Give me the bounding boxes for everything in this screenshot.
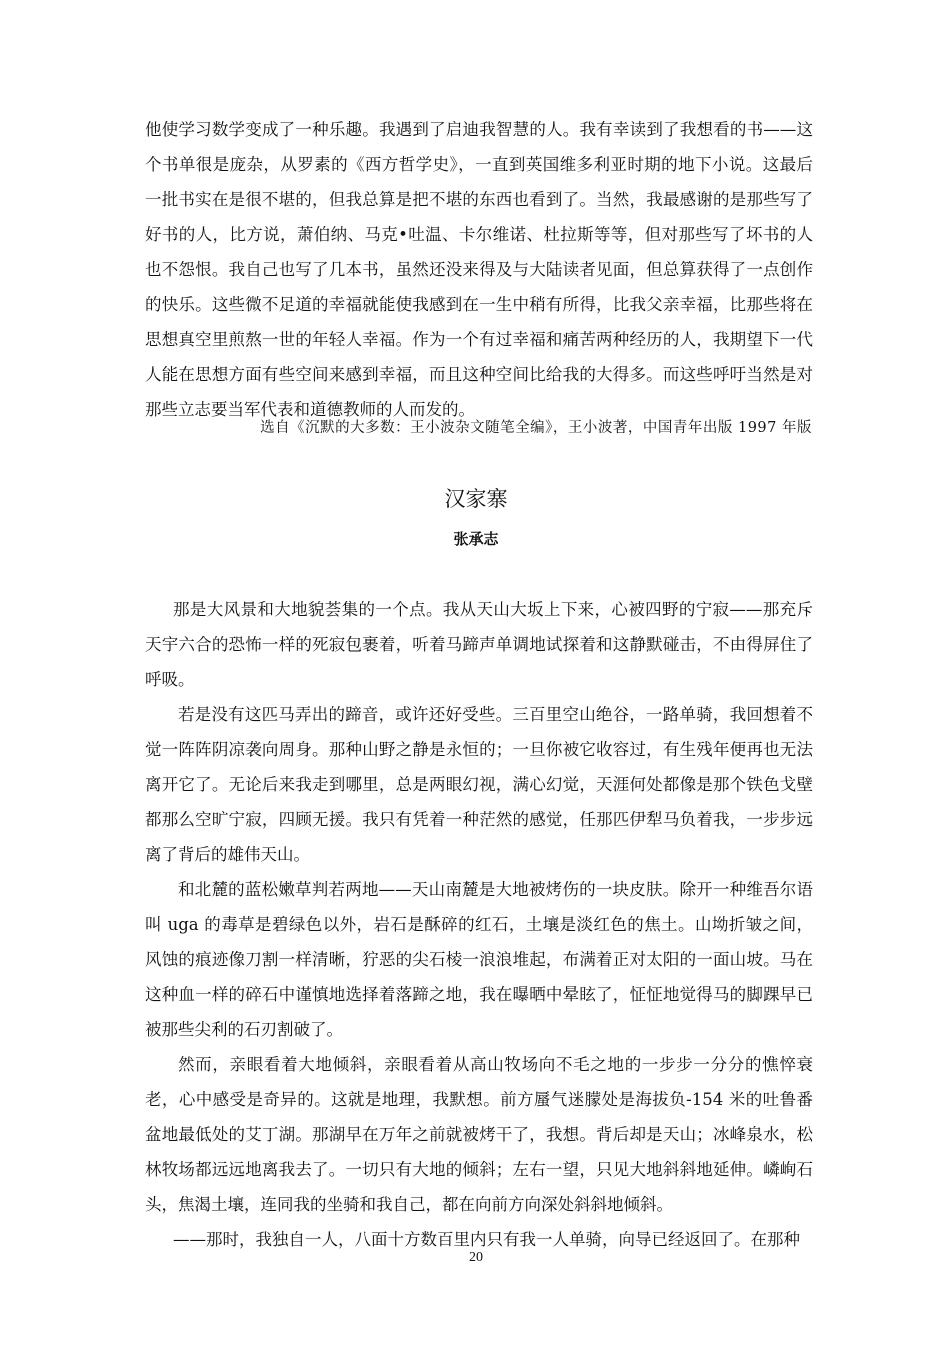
previous-essay-ending bbox=[145, 112, 813, 427]
paragraph: 然而，亲眼看着大地倾斜，亲眼看着从高山牧场向不毛之地的一步步一分分的憔悴衰老，心中感受是奇异的。这就是地理，我默想。前方蜃气迷朦处是海拔负-154 米的吐鲁番盆地最低处的艾丁湖。那湖早在万年之前就被烤干了，我想。背后却是天山；冰峰泉水，松林牧场都远远地离我去了。一切只有大地的倾斜；左右一望，只见大地斜斜地延伸。嶙峋石头，焦渴土壤，连同我的坐骑和我自己，都在向前方向深处斜斜地倾斜。 bbox=[145, 1055, 813, 1214]
essay-title: 汉家寨 bbox=[444, 487, 508, 511]
paragraph: 那是大风景和大地貌荟集的一个点。我从天山大坂上下来，心被四野的宁寂——那充斥天宇六合的恐怖一样的死寂包裹着，听着马蹄声单调地试探着和这静默碰击，不由得屏住了呼吸。 bbox=[145, 600, 813, 689]
page-number: 20 bbox=[469, 1250, 483, 1265]
essay-author: 张承志 bbox=[453, 530, 499, 548]
source-citation: 选自《沉默的大多数：王小波杂文随笔全编》，王小波著，中国青年出版 1997 年版 bbox=[260, 420, 812, 436]
paragraph: ——那时，我独自一人，八面十方数百里内只有我一人单骑，向导已经返回了。在那种 bbox=[173, 1230, 801, 1249]
paragraph: 若是没有这匹马弄出的蹄音，或许还好受些。三百里空山绝谷，一路单骑，我回想着不觉一阵阵阴凉袭向周身。那种山野之静是永恒的；一旦你被它收容过，有生残年便再也无法离开它了。无论后来我走到哪里，总是两眼幻视，满心幻觉，天涯何处都像是那个铁色戈壁都那么空旷宁寂，四顾无援。我只有凭着一种茫然的感觉，任那匹伊犁马负着我，一步步远离了背后的雄伟天山。 bbox=[145, 705, 813, 864]
paragraph: 和北麓的蓝松嫩草判若两地——天山南麓是大地被烤伤的一块皮肤。除开一种维吾尔语叫 uga 的毒草是碧绿色以外，岩石是酥碎的红石，土壤是淡红色的焦土。山坳折皱之间，风蚀的痕迹像刀割一样清晰，狞恶的尖石棱一浪浪堆起，布满着正对太阳的一面山坡。马在这种血一样的碎石中谨慎地选择着落蹄之地，我在曝晒中晕眩了，怔怔地觉得马的脚踝早已被那些尖利的石刃割破了。 bbox=[145, 880, 813, 1039]
essay-body bbox=[145, 592, 813, 1257]
paragraph: 他使学习数学变成了一种乐趣。我遇到了启迪我智慧的人。我有幸读到了我想看的书——这个书单很是庞杂，从罗素的《西方哲学史》，一直到英国维多利亚时期的地下小说。这最后一批书实在是很不堪的，但我总算是把不堪的东西也看到了。当然，我最感谢的是那些写了好书的人，比方说，萧伯纳、马克•吐温、卡尔维诺、杜拉斯等等，但对那些写了坏书的人也不怨恨。我自己也写了几本书，虽然还没来得及与大陆读者见面，但总算获得了一点创作的快乐。这些微不足道的幸福就能使我感到在一生中稍有所得，比我父亲幸福，比那些将在思想真空里煎熬一世的年轻人幸福。作为一个有过幸福和痛苦两种经历的人，我期望下一代人能在思想方面有些空间来感到幸福，而且这种空间比给我的大得多。而这些呼吁当然是对那些立志要当军代表和道德教师的人而发的。 bbox=[145, 120, 813, 419]
